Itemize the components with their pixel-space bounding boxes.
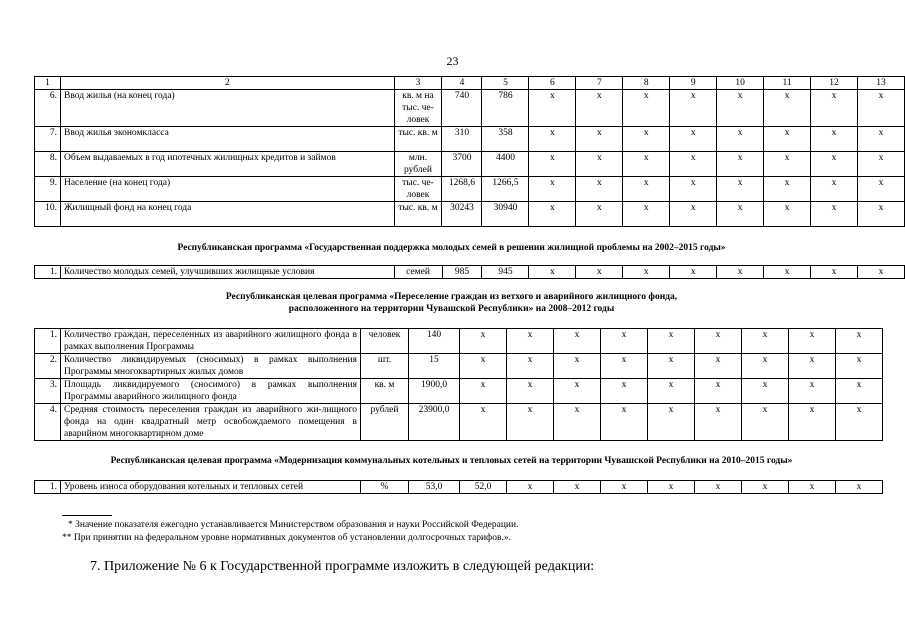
indicator-name: Количество граждан, переселенных из аварийного жилищного фонда в рамках выполнения Программы [61,329,361,354]
x-cell: х [742,481,789,494]
value-cell: 985 [442,266,482,279]
indicator-name: Население (на конец года) [60,177,394,202]
indicator-name: Ввод жилья экономкласса [60,127,394,152]
indicator-name: Площадь ликвидируемого (сносимого) в рамках выполнения Программы аварийного жилищного фонда [61,379,361,404]
x-cell: х [576,127,623,152]
x-cell: х [764,202,811,227]
row-number: 1. [35,266,61,279]
x-cell: х [717,90,764,127]
x-cell: х [460,404,507,441]
x-cell: х [695,354,742,379]
table-row [35,266,905,279]
x-cell: х [836,481,883,494]
x-cell: х [836,354,883,379]
row-number: 4. [35,404,61,441]
x-cell: х [670,266,717,279]
value-cell: 30243 [442,202,482,227]
row-number: 10. [35,202,61,227]
value-cell: 52,0 [460,481,507,494]
table-row [35,354,883,379]
value-cell: 1900,0 [409,379,460,404]
x-cell: х [576,266,623,279]
x-cell: х [764,127,811,152]
section-title-young-families: Республиканская программа «Государственная поддержка молодых семей в решении жилищной проблемы на 2002–2015 годы» [177,243,726,253]
header-cell: 12 [811,77,858,90]
table-row [35,202,905,227]
header-cell: 2 [60,77,394,90]
x-cell: х [670,90,717,127]
x-cell: х [623,90,670,127]
header-cell: 13 [857,77,904,90]
x-cell: х [836,379,883,404]
indicator-name: Уровень износа оборудования котельных и тепловых сетей [61,481,361,494]
x-cell: х [811,202,858,227]
indicator-name: Объем выдаваемых в год ипотечных жилищных кредитов и займов [60,152,394,177]
x-cell: х [460,329,507,354]
x-cell: х [623,177,670,202]
table-block-1 [34,76,905,227]
header-cell: 3 [394,77,442,90]
indicator-name: Количество ликвидируемых (сносимых) в рамках выполнения Программы многоквартирных жилых домов [61,354,361,379]
x-cell: х [789,329,836,354]
value-cell: 358 [482,127,529,152]
indicator-name: Количество молодых семей, улучшивших жилищные условия [60,266,394,279]
row-number: 8. [35,152,61,177]
unit-cell: тыс. че-ловек [394,177,442,202]
value-cell: 140 [409,329,460,354]
x-cell: х [764,177,811,202]
x-cell: х [836,329,883,354]
x-cell: х [576,152,623,177]
x-cell: х [857,177,904,202]
unit-cell: тыс. кв. м [394,202,442,227]
x-cell: х [811,127,858,152]
header-cell: 9 [670,77,717,90]
header-cell: 11 [764,77,811,90]
x-cell: х [695,329,742,354]
x-cell: х [601,354,648,379]
indicator-name: Жилищный фонд на конец года [60,202,394,227]
x-cell: х [507,404,554,441]
x-cell: х [811,152,858,177]
value-cell: 740 [442,90,482,127]
x-cell: х [670,127,717,152]
x-cell: х [857,202,904,227]
footnote-2: ** При принятии на федеральном уровне нормативных документов об установлении долгосрочных тарифов.». [62,533,511,543]
value-cell: 53,0 [409,481,460,494]
value-cell: 23900,0 [409,404,460,441]
x-cell: х [717,127,764,152]
x-cell: х [717,266,764,279]
value-cell: 30940 [482,202,529,227]
x-cell: х [789,354,836,379]
x-cell: х [742,329,789,354]
x-cell: х [554,404,601,441]
table-row [35,404,883,441]
table-row [35,379,883,404]
table-block-3 [34,328,883,441]
table-row [35,481,883,494]
header-cell: 4 [442,77,482,90]
x-cell: х [695,404,742,441]
x-cell: х [811,266,858,279]
x-cell: х [601,379,648,404]
x-cell: х [507,329,554,354]
x-cell: х [742,379,789,404]
x-cell: х [648,379,695,404]
value-cell: 15 [409,354,460,379]
x-cell: х [789,481,836,494]
value-cell: 786 [482,90,529,127]
x-cell: х [623,202,670,227]
table-row [35,152,905,177]
unit-cell: рублей [361,404,409,441]
x-cell: х [601,329,648,354]
x-cell: х [623,127,670,152]
table-row [35,127,905,152]
x-cell: х [554,379,601,404]
x-cell: х [742,354,789,379]
x-cell: х [764,266,811,279]
x-cell: х [529,177,576,202]
unit-cell: семей [394,266,442,279]
x-cell: х [742,404,789,441]
x-cell: х [717,177,764,202]
x-cell: х [764,152,811,177]
x-cell: х [811,90,858,127]
x-cell: х [554,481,601,494]
x-cell: х [789,404,836,441]
footnote-divider [62,515,112,516]
row-number: 1. [35,481,61,494]
table-row [35,90,905,127]
x-cell: х [670,202,717,227]
x-cell: х [601,481,648,494]
value-cell: 4400 [482,152,529,177]
x-cell: х [507,379,554,404]
x-cell: х [601,404,648,441]
unit-cell: кв. м на тыс. че-ловек [394,90,442,127]
indicator-name: Ввод жилья (на конец года) [60,90,394,127]
header-cell: 1 [35,77,61,90]
x-cell: х [529,152,576,177]
x-cell: х [529,127,576,152]
table-block-4 [34,480,883,494]
x-cell: х [670,177,717,202]
header-cell: 10 [717,77,764,90]
indicator-name: Средняя стоимость переселения граждан из аварийного жи-лищного фонда на один квадратный метр освобождаемого помещения в аварийном многоквартирном доме [61,404,361,441]
x-cell: х [670,152,717,177]
section-title-modernization: Республиканская целевая программа «Модернизация коммунальных котельных и тепловых сетей на территории Чувашской Республики на 2010–2015 годы» [110,456,793,466]
x-cell: х [836,404,883,441]
x-cell: х [857,266,904,279]
x-cell: х [507,354,554,379]
footnote-1: * Значение показателя ежегодно устанавливается Министерством образования и науки Российской Федерации. [68,520,519,530]
body-paragraph: 7. Приложение № 6 к Государственной программе изложить в следующей редакции: [90,559,595,574]
row-number: 7. [35,127,61,152]
x-cell: х [717,152,764,177]
x-cell: х [648,354,695,379]
row-number: 6. [35,90,61,127]
section-title-resettlement-line2: расположенного на территории Чувашской Республики» на 2008–2012 годы [288,304,615,314]
x-cell: х [789,379,836,404]
x-cell: х [695,481,742,494]
header-row [35,77,905,90]
x-cell: х [648,404,695,441]
x-cell: х [529,266,576,279]
value-cell: 310 [442,127,482,152]
x-cell: х [576,202,623,227]
value-cell: 945 [482,266,529,279]
x-cell: х [623,152,670,177]
x-cell: х [529,202,576,227]
unit-cell: % [361,481,409,494]
unit-cell: млн. рублей [394,152,442,177]
row-number: 9. [35,177,61,202]
unit-cell: тыс. кв. м [394,127,442,152]
x-cell: х [529,90,576,127]
x-cell: х [717,202,764,227]
value-cell: 1268,6 [442,177,482,202]
header-cell: 7 [576,77,623,90]
table-block-2 [34,265,905,279]
x-cell: х [554,354,601,379]
unit-cell: шт. [361,354,409,379]
x-cell: х [507,481,554,494]
row-number: 1. [35,329,61,354]
x-cell: х [576,90,623,127]
header-cell: 6 [529,77,576,90]
x-cell: х [576,177,623,202]
x-cell: х [857,90,904,127]
header-cell: 5 [482,77,529,90]
unit-cell: кв. м [361,379,409,404]
value-cell: 1266,5 [482,177,529,202]
x-cell: х [811,177,858,202]
table-row [35,177,905,202]
row-number: 2. [35,354,61,379]
x-cell: х [623,266,670,279]
value-cell: 3700 [442,152,482,177]
x-cell: х [460,354,507,379]
row-number: 3. [35,379,61,404]
x-cell: х [460,379,507,404]
x-cell: х [857,152,904,177]
x-cell: х [857,127,904,152]
table-row [35,329,883,354]
page-number: 23 [446,54,459,68]
section-title-resettlement-line1: Республиканская целевая программа «Переселение граждан из ветхого и аварийного жилищного фонда, [225,292,678,302]
x-cell: х [764,90,811,127]
header-cell: 8 [623,77,670,90]
x-cell: х [648,329,695,354]
x-cell: х [554,329,601,354]
x-cell: х [695,379,742,404]
unit-cell: человек [361,329,409,354]
x-cell: х [648,481,695,494]
